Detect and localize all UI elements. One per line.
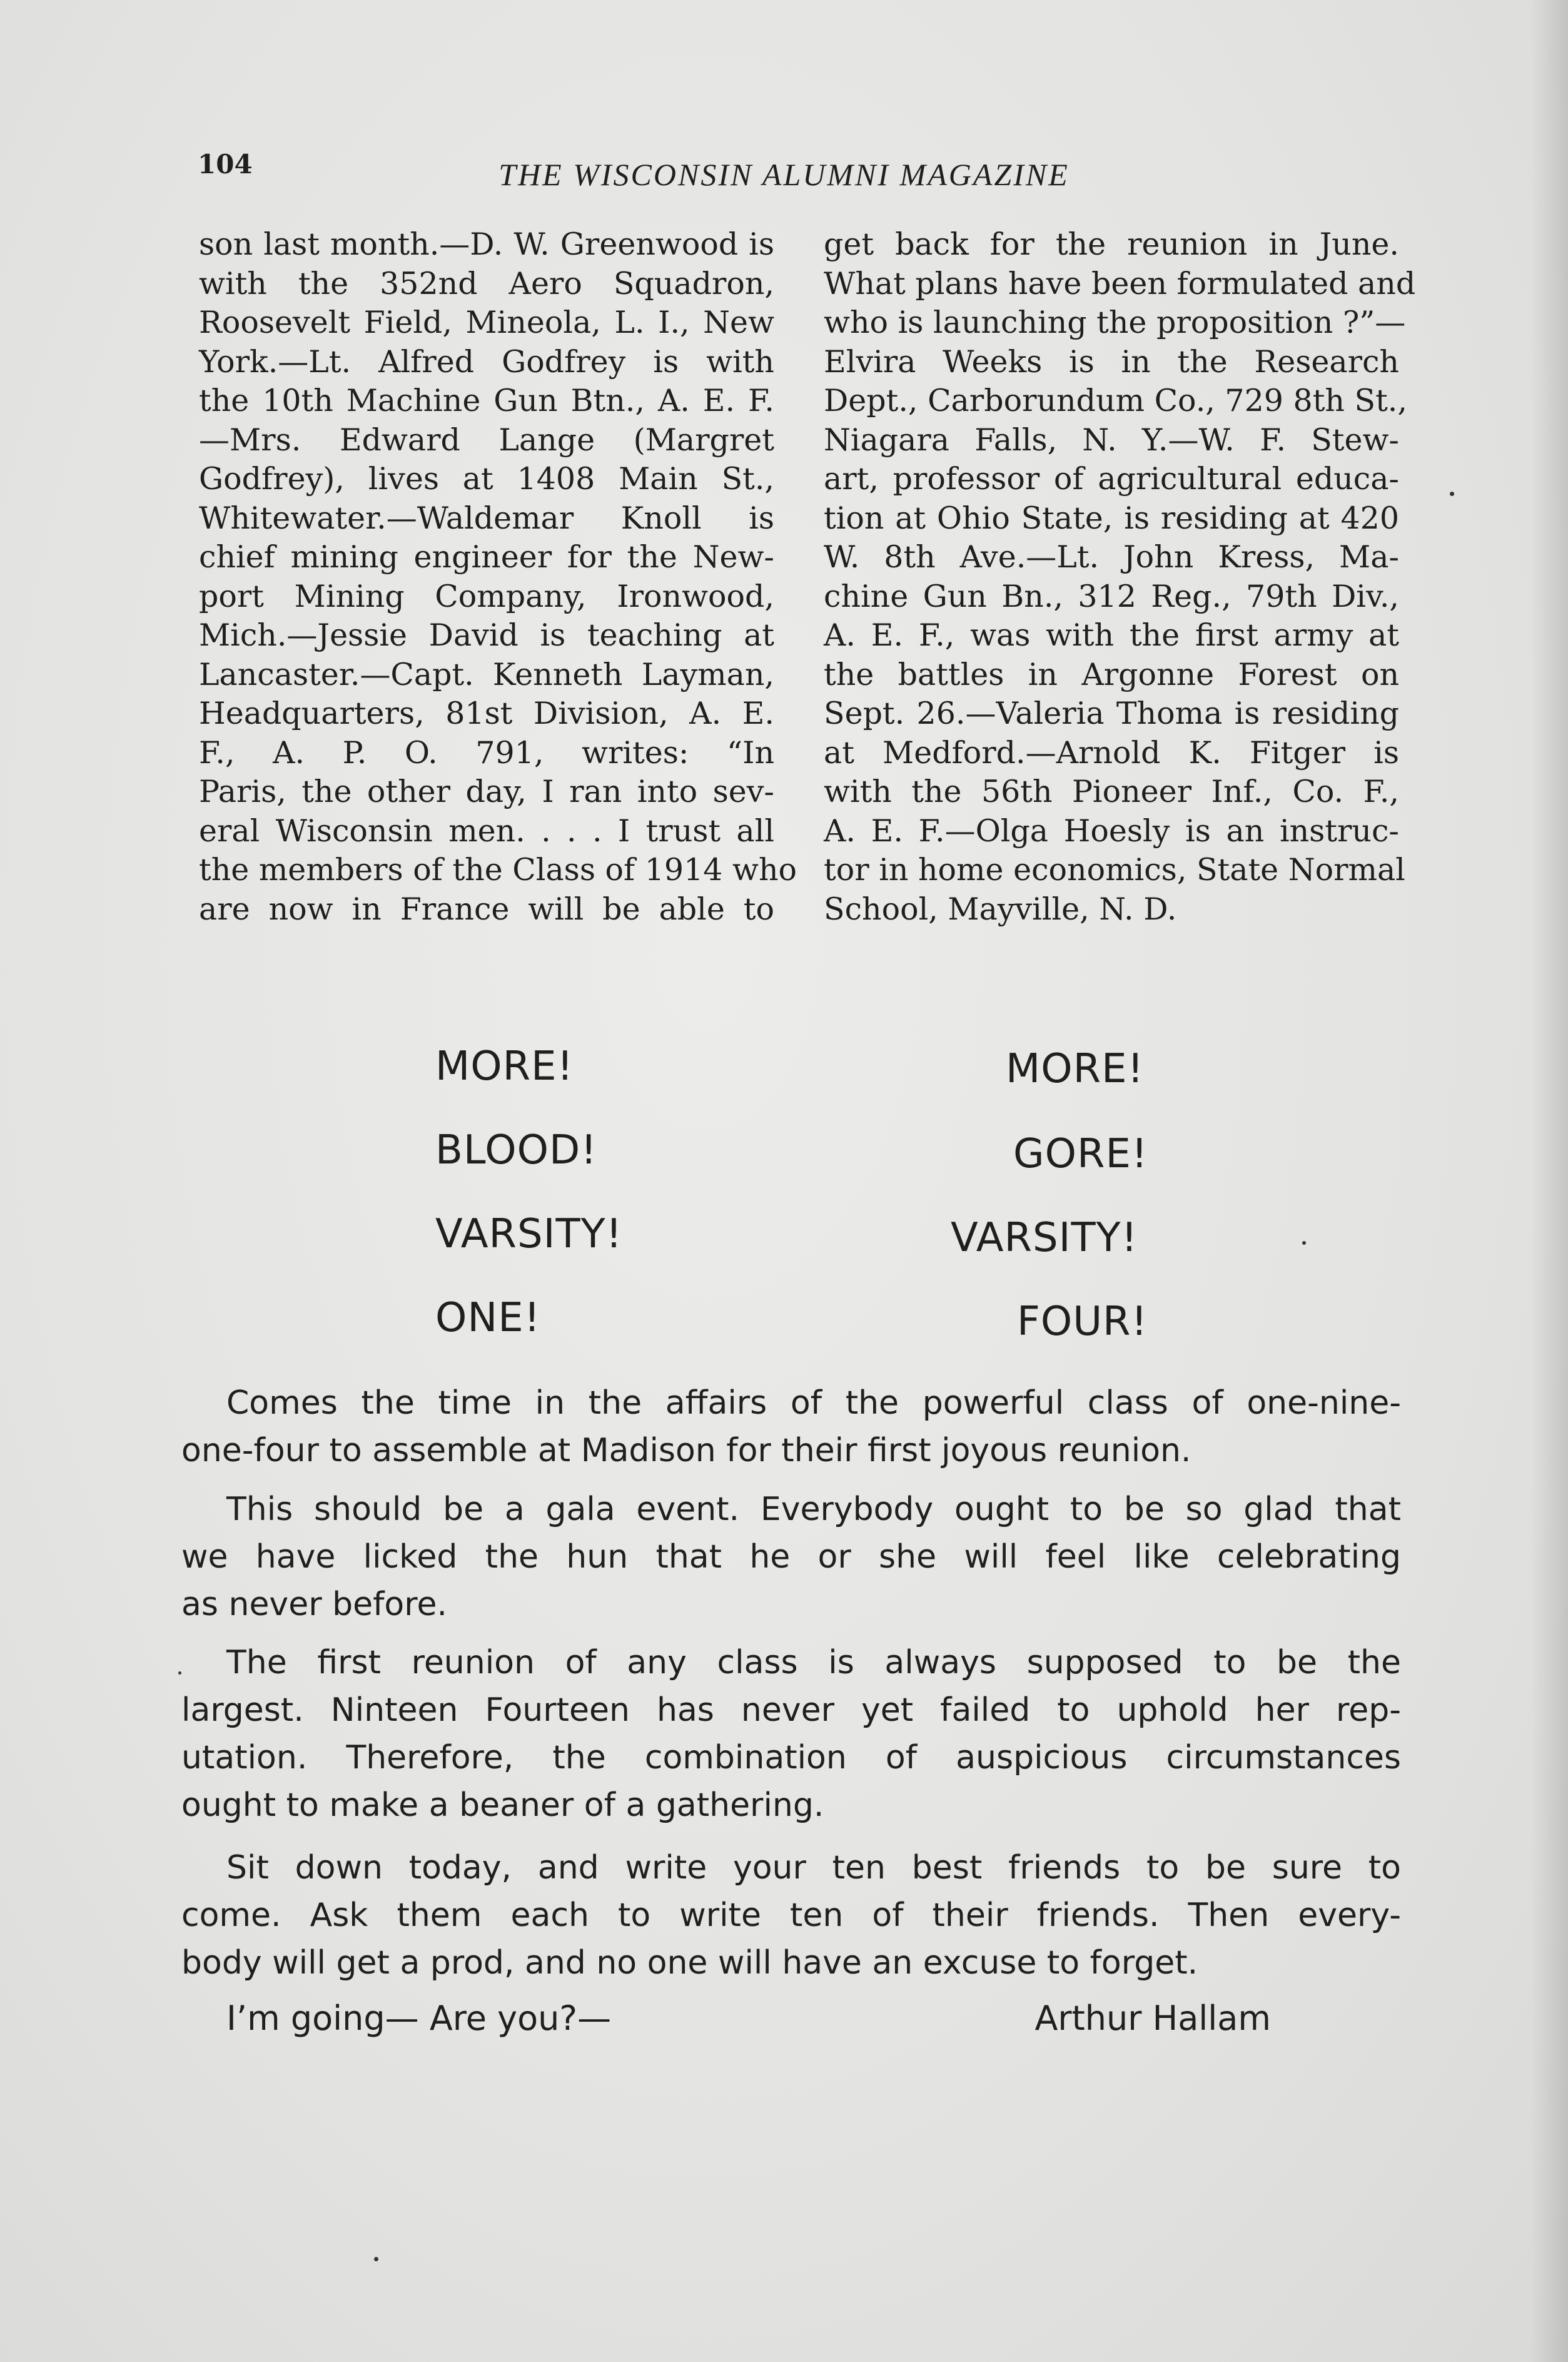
text-line: The first reunion of any class is always supposed to be the: [226, 1644, 1401, 1681]
text-line: Elvira Weeks is in the Research: [824, 343, 1399, 380]
text-line: Niagara Falls, N. Y.—W. F. Stew-: [824, 422, 1399, 458]
text-line: A. E. F., was with the first army at: [824, 617, 1399, 653]
text-line: York.—Lt. Alfred Godfrey is with: [199, 343, 774, 380]
text-line: come. Ask them each to write ten of their friends. Then every-: [181, 1897, 1401, 1934]
chant-right-4: FOUR!: [1017, 1299, 1148, 1345]
chant-right-3: VARSITY!: [951, 1215, 1138, 1261]
text-line: Paris, the other day, I ran into sev-: [199, 774, 774, 809]
text-line: Headquarters, 81st Division, A. E.: [199, 696, 774, 731]
text-line: art, professor of agricultural educa-: [824, 461, 1399, 497]
text-line: What plans have been formulated and: [824, 265, 1416, 302]
text-line: Sit down today, and write your ten best friends to be sure to: [226, 1849, 1401, 1887]
page-edge-shadow: [1530, 0, 1568, 2362]
left-column: [199, 225, 797, 929]
text-line: tion at Ohio State, is residing at 420: [824, 500, 1399, 536]
print-speck: [1302, 1241, 1306, 1245]
print-speck: [374, 2257, 378, 2261]
text-line: utation. Therefore, the combination of auspicious circumstances: [181, 1739, 1401, 1777]
text-line: eral Wisconsin men. . . . I trust all: [199, 813, 774, 849]
text-line: A. E. F.—Olga Hoesly is an instruc-: [824, 813, 1399, 849]
text-line: F., A. P. O. 791, writes: “In: [199, 734, 774, 771]
text-line: largest. Ninteen Fourteen has never yet failed to uphold her rep-: [181, 1691, 1401, 1729]
text-line: body will get a prod, and no one will have an excuse to forget.: [181, 1944, 1198, 1982]
chant-left-4: ONE!: [435, 1295, 541, 1341]
text-line: one-four to assemble at Madison for their first joyous reunion.: [181, 1432, 1191, 1469]
text-line: ought to make a beaner of a gathering.: [181, 1787, 824, 1824]
chant-right-1: MORE!: [1006, 1046, 1145, 1092]
text-line: chine Gun Bn., 312 Reg., 79th Div.,: [824, 578, 1399, 614]
text-line: are now in France will be able to: [199, 891, 774, 927]
text-line: the members of the Class of 1914 who: [199, 852, 797, 888]
text-line: Lancaster.—Capt. Kenneth Layman,: [199, 656, 774, 692]
text-line: Whitewater.—Waldemar Knoll is: [199, 500, 774, 536]
text-line: Roosevelt Field, Mineola, L. I., New: [199, 305, 774, 340]
text-line: Godfrey), lives at 1408 Main St.,: [199, 461, 774, 497]
text-line: Dept., Carborundum Co., 729 8th St.,: [824, 383, 1407, 418]
right-column: [824, 225, 1416, 929]
closing-line: I’m going— Are you?—: [226, 1999, 612, 2038]
chant-left-1: MORE!: [435, 1043, 574, 1090]
running-head: THE WISCONSIN ALUMNI MAGAZINE: [498, 157, 1070, 192]
text-line: Mich.—Jessie David is teaching at: [199, 617, 774, 653]
text-line: tor in home economics, State Normal: [824, 852, 1405, 888]
text-line: get back for the reunion in June.: [824, 226, 1399, 262]
text-line: the battles in Argonne Forest on: [824, 656, 1399, 692]
text-line: as never before.: [181, 1586, 447, 1623]
text-line: Sept. 26.—Valeria Thoma is residing: [824, 696, 1399, 731]
signature: Arthur Hallam: [1034, 1999, 1271, 2038]
text-line: School, Mayville, N. D.: [824, 891, 1177, 927]
text-line: we have licked the hun that he or she will feel like celebrating: [181, 1538, 1401, 1576]
text-line: This should be a gala event. Everybody ought to be so glad that: [226, 1491, 1401, 1528]
letter-paragraph-2: [181, 1486, 1401, 1628]
print-speck: [1450, 492, 1454, 496]
chant-left-3: VARSITY!: [435, 1211, 623, 1257]
letter-paragraph-3: [181, 1639, 1401, 1829]
letter-paragraph-4: [181, 1844, 1401, 1987]
text-line: the 10th Machine Gun Btn., A. E. F.: [199, 383, 774, 418]
text-line: Comes the time in the affairs of the powerful class of one-nine-: [226, 1384, 1401, 1422]
letter-paragraph-1: [181, 1379, 1401, 1474]
chant-left-2: BLOOD!: [435, 1127, 597, 1173]
page-number: 104: [198, 149, 253, 180]
text-line: with the 56th Pioneer Inf., Co. F.,: [824, 774, 1399, 809]
print-speck: [178, 1671, 181, 1675]
text-line: who is launching the proposition ?”—: [824, 305, 1406, 340]
text-line: —Mrs. Edward Lange (Margret: [199, 422, 774, 458]
text-line: son last month.—D. W. Greenwood is: [199, 226, 774, 262]
text-line: W. 8th Ave.—Lt. John Kress, Ma-: [824, 539, 1399, 575]
text-line: port Mining Company, Ironwood,: [199, 578, 774, 614]
chant-right-2: GORE!: [1013, 1131, 1148, 1177]
text-line: with the 352nd Aero Squadron,: [199, 265, 774, 302]
text-line: chief mining engineer for the New-: [199, 539, 774, 575]
text-line: at Medford.—Arnold K. Fitger is: [824, 734, 1399, 771]
